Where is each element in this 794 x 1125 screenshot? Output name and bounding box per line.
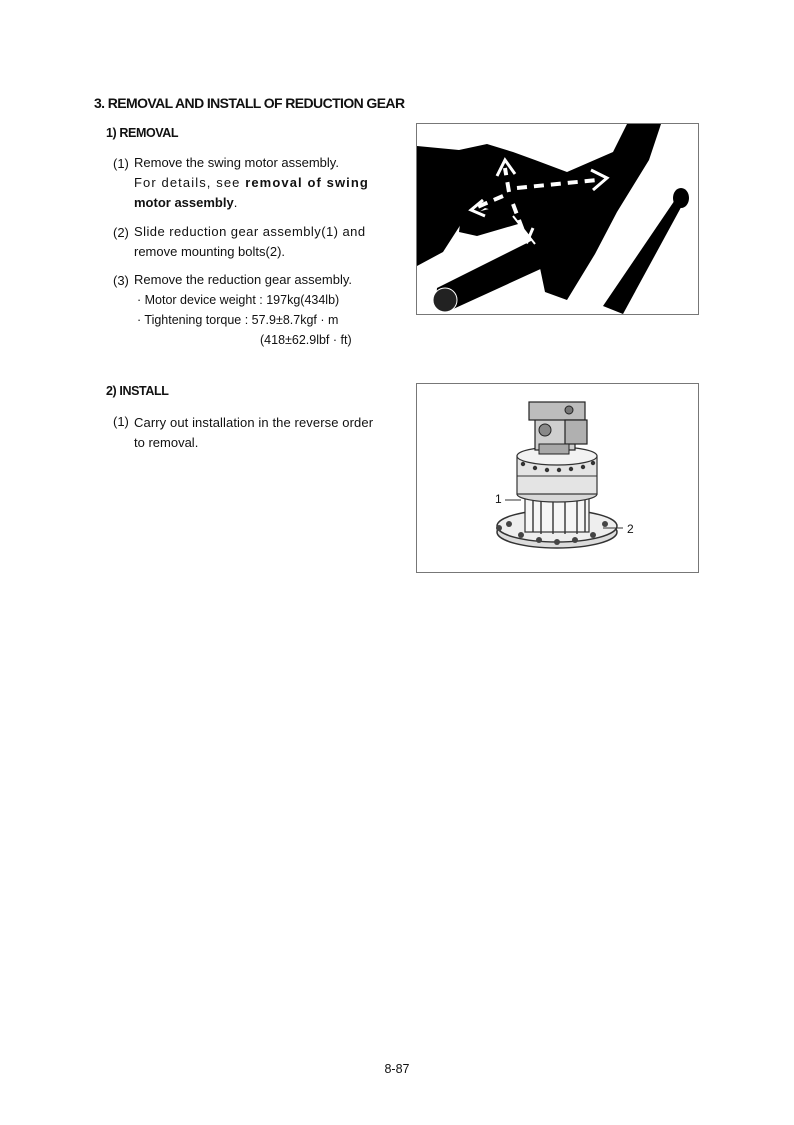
swing-motor-removal-illustration [417,124,698,314]
removal-heading: 1) REMOVAL [106,126,179,140]
removal-step-1-number: (1) [113,156,129,171]
removal-step-1-reference-bold: removal of swing [245,175,369,190]
install-step-1-number: (1) [113,414,129,429]
install-step-1 [134,413,373,453]
removal-step-1 [134,153,369,213]
spec-torque: · Tightening torque : 57.9±8.7kgf · m [137,313,339,327]
removal-step-1-line1: Remove the swing motor assembly. [134,155,339,170]
install-heading: 2) INSTALL [106,384,169,398]
section-title: 3. REMOVAL AND INSTALL OF REDUCTION GEAR [94,95,405,111]
removal-step-1-line3 [134,193,369,213]
callout-2: 2 [627,522,634,536]
removal-step-3-number: (3) [113,273,129,288]
removal-step-1-line2 [134,173,369,193]
removal-step-1-line2-prefix: For details, see [134,175,246,190]
reduction-gear-assembly-illustration [417,384,698,572]
install-step-1-line1: Carry out installation in the reverse order [134,415,374,430]
removal-step-2-line2: remove mounting bolts(2). [134,244,286,259]
spec-torque-imperial: (418±62.9lbf · ft) [260,333,352,347]
removal-step-1-line3-suffix: . [233,195,238,210]
removal-step-3-line1: Remove the reduction gear assembly. [134,272,352,287]
spec-weight: · Motor device weight : 197kg(434lb) [137,293,340,307]
removal-step-1-reference-bold-cont: motor assembly [134,195,234,210]
removal-step-3 [134,270,352,290]
page-number: 8-87 [384,1062,410,1076]
install-figure [416,383,699,573]
removal-step-2 [134,222,366,262]
callout-1: 1 [495,492,502,506]
removal-figure [416,123,699,315]
removal-step-2-line1: Slide reduction gear assembly(1) and [134,224,366,239]
install-step-1-line2: to removal. [134,435,199,450]
removal-step-2-number: (2) [113,225,129,240]
